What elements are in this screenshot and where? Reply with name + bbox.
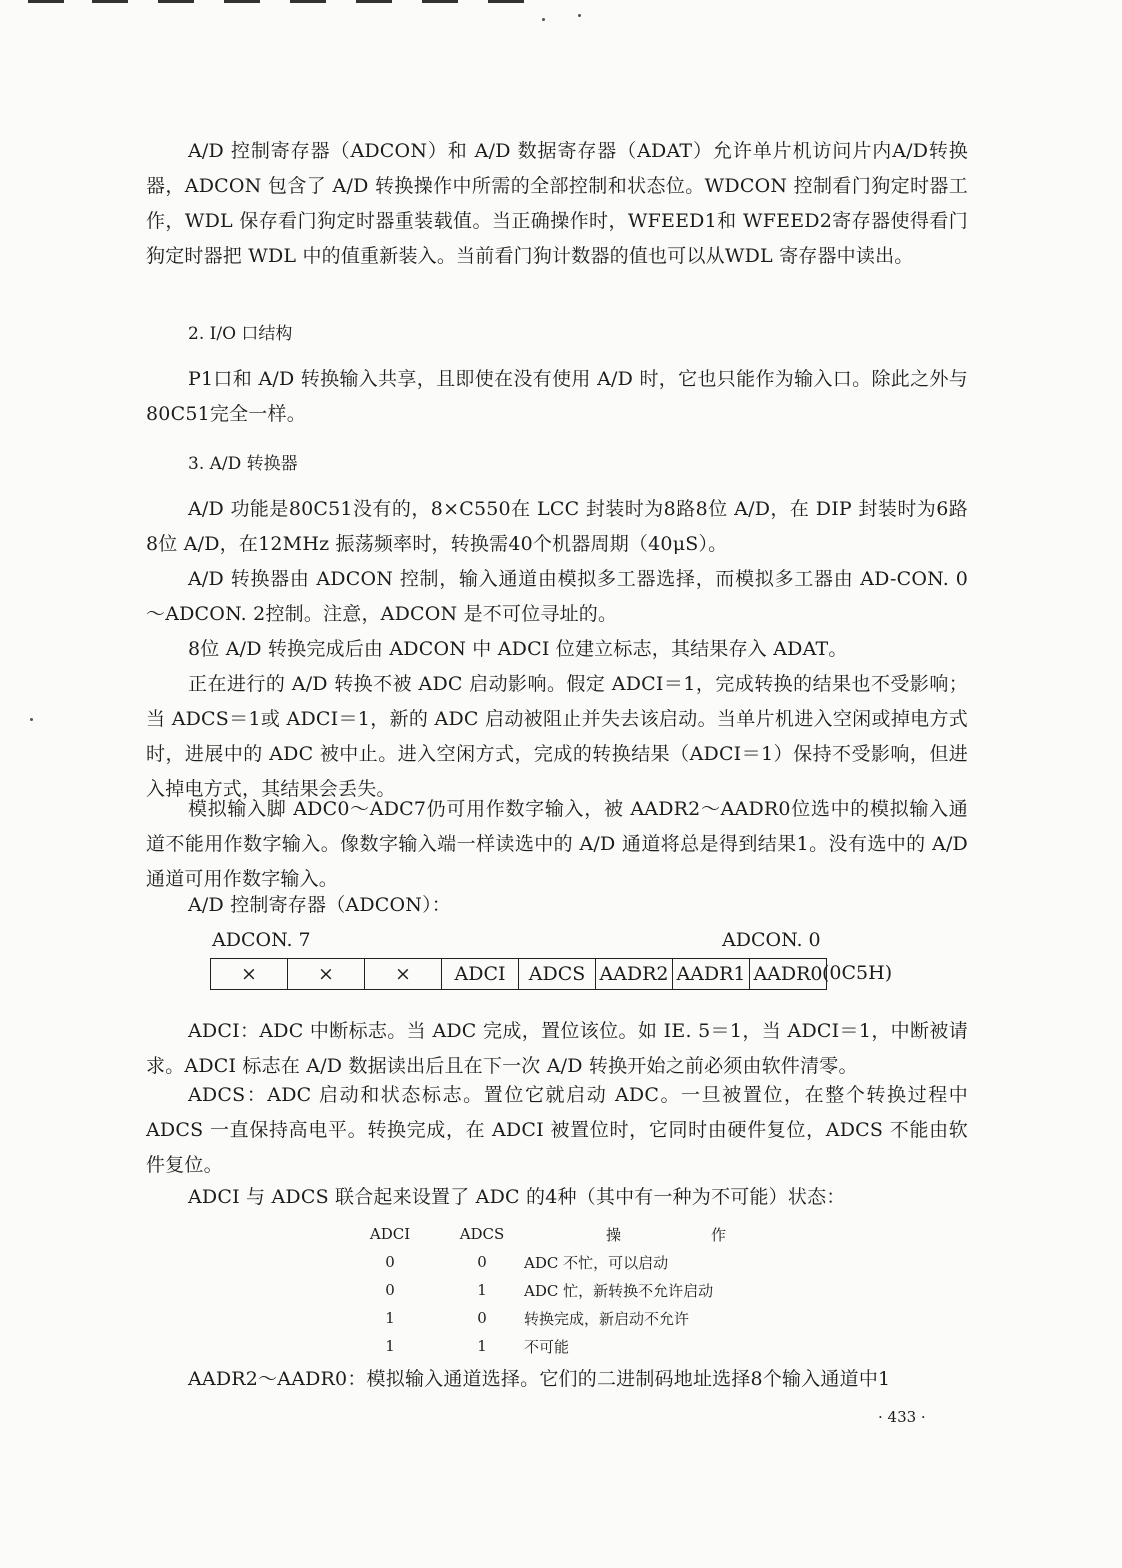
- scan-mark: [356, 0, 392, 3]
- scan-mark: [422, 0, 458, 3]
- paragraph-adc-flag: 8位 A/D 转换完成后由 ADCON 中 ADCI 位建立标志，其结果存入 ADAT。: [188, 638, 848, 660]
- scan-speck: [30, 718, 33, 721]
- paragraph-adcon-title: A/D 控制寄存器（ADCON）：: [188, 894, 451, 916]
- table-header-operation: 操作: [606, 1225, 817, 1244]
- paragraph-adci: ADCI：ADC 中断标志。当 ADC 完成，置位该位。如 IE. 5＝1，当 ADCI＝1，中断被请求。ADCI 标志在 A/D 数据读出后且在下一次 A/D 转换开始之前必须由软件清零。: [146, 1020, 968, 1077]
- register-bit-6: ×: [287, 958, 364, 990]
- adc-state-table: [340, 1220, 906, 1360]
- register-lsb-label: ADCON. 0: [722, 929, 821, 951]
- scan-speck: [542, 18, 545, 21]
- scan-mark: [290, 0, 326, 3]
- scan-mark: [224, 0, 260, 3]
- table-cell: 0: [385, 1253, 395, 1271]
- table-cell: ADC 不忙，可以启动: [524, 1253, 669, 1272]
- table-cell: ADC 忙，新转换不允许启动: [524, 1281, 714, 1300]
- register-bit-3: ADCS: [518, 958, 595, 990]
- paragraph-adcon-intro: A/D 控制寄存器（ADCON）和 A/D 数据寄存器（ADAT）允许单片机访问片内A/D转换器，ADCON 包含了 A/D 转换操作中所需的全部控制和状态位。WDCON 控制看门狗定时器工作，WDL 保存看门狗定时器重装载值。当正确操作时，WFEED1和 WFEED2寄存器使得看门狗定时器把 WDL 中的值重新装入。当前看门狗计数器的值也可以从WDL 寄存器中读出。: [146, 140, 968, 267]
- table-cell: 0: [477, 1309, 487, 1327]
- table-row: [340, 1276, 906, 1304]
- register-bit-7: ×: [210, 958, 287, 990]
- table-cell: 0: [477, 1253, 487, 1271]
- table-header-adci: ADCI: [369, 1225, 411, 1243]
- table-cell: 转换完成，新启动不允许: [524, 1309, 690, 1328]
- paragraph-adcs: ADCS：ADC 启动和状态标志。置位它就启动 ADC。一旦被置位，在整个转换过程中ADCS 一直保持高电平。转换完成，在 ADCI 被置位时，它同时由硬件复位，ADCS 不能由软件复位。: [146, 1084, 968, 1176]
- table-cell: 不可能: [524, 1337, 570, 1356]
- table-cell: 1: [477, 1337, 487, 1355]
- paragraph-p1-port: P1口和 A/D 转换输入共享，且即使在没有使用 A/D 时，它也只能作为输入口。除此之外与80C51完全一样。: [146, 368, 968, 425]
- scan-speck: [578, 14, 581, 17]
- table-cell: 1: [385, 1337, 395, 1355]
- section-heading-io: 2. I/O 口结构: [188, 324, 293, 344]
- register-bit-5: ×: [364, 958, 441, 990]
- scan-mark: [92, 0, 128, 3]
- register-bit-0: AADR0: [749, 958, 827, 990]
- table-cell: 0: [385, 1281, 395, 1299]
- paragraph-analog-inputs: 模拟输入脚 ADC0～ADC7仍可用作数字输入，被 AADR2～AADR0位选中的模拟输入通道不能用作数字输入。像数字输入端一样读选中的 A/D 通道将总是得到结果1。没有选中的 A/D 通道可用作数字输入。: [146, 798, 968, 890]
- paragraph-adc-function: A/D 功能是80C51没有的，8×C550在 LCC 封装时为8路8位 A/D，在 DIP 封装时为6路8位 A/D，在12MHz 振荡频率时，转换需40个机器周期（40μS）。: [146, 498, 968, 555]
- register-bit-2: AADR2: [595, 958, 672, 990]
- paragraph-adc-behaviour: 正在进行的 A/D 转换不被 ADC 启动影响。假定 ADCI＝1，完成转换的结果也不受影响；当 ADCS＝1或 ADCI＝1，新的 ADC 启动被阻止并失去该启动。当单片机进入空闲或掉电方式时，进展中的 ADC 被中止。进入空闲方式，完成的转换结果（ADCI＝1）保持不受影响，但进入掉电方式，其结果会丢失。: [146, 673, 968, 800]
- page-number: · 433 ·: [878, 1408, 926, 1426]
- paragraph-aadr: AADR2～AADR0：模拟输入通道选择。它们的二进制码地址选择8个输入通道中1: [188, 1368, 891, 1390]
- table-header-adcs: ADCS: [459, 1225, 505, 1243]
- paragraph-states-intro: ADCI 与 ADCS 联合起来设置了 ADC 的4种（其中有一种为不可能）状态：: [188, 1186, 846, 1208]
- table-cell: 1: [477, 1281, 487, 1299]
- scan-mark: [158, 0, 194, 3]
- register-address: (0C5H): [822, 962, 893, 984]
- scan-mark: [28, 0, 64, 3]
- table-row: [340, 1248, 906, 1276]
- table-cell: 1: [385, 1309, 395, 1327]
- table-row: [340, 1304, 906, 1332]
- table-header-row: [340, 1220, 906, 1248]
- paragraph-adc-control: A/D 转换器由 ADCON 控制，输入通道由模拟多工器选择，而模拟多工器由 AD-CON. 0～ADCON. 2控制。注意，ADCON 是不可位寻址的。: [146, 568, 968, 625]
- register-msb-label: ADCON. 7: [212, 929, 311, 951]
- table-row: [340, 1332, 906, 1360]
- register-bit-1: AADR1: [672, 958, 749, 990]
- section-heading-adc: 3. A/D 转换器: [188, 454, 298, 474]
- scan-mark: [488, 0, 524, 3]
- register-bit-4: ADCI: [441, 958, 518, 990]
- adcon-register: [210, 958, 827, 990]
